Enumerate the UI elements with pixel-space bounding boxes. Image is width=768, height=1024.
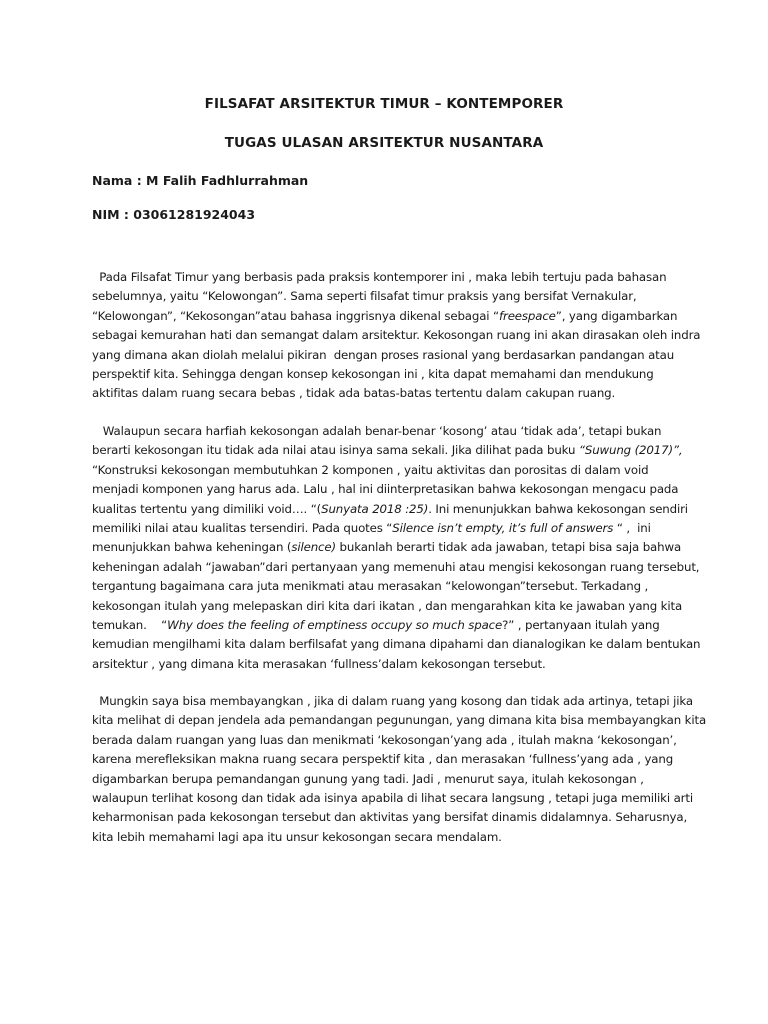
text-run: walaupun terlihat kosong dan tidak ada isinya apabila di lihat secara langsung , tetapi juga memiliki arti <box>92 791 693 806</box>
text-run: perspektif kita. Sehingga dengan konsep kekosongan ini , kita dapat memahami dan mendukung <box>92 367 654 382</box>
paragraph-2 <box>92 422 701 674</box>
italic-text: freespace <box>498 308 556 323</box>
text-line <box>92 635 701 654</box>
text-line <box>92 711 707 730</box>
text-line <box>92 577 692 596</box>
text-run: berada dalam ruangan yang luas dan menikmati ‘kekosongan’yang ada , itulah makna ‘kekosongan’, <box>92 732 677 747</box>
text-run: ”, yang digambarkan <box>555 308 678 323</box>
text-line <box>92 558 700 577</box>
text-line <box>92 480 692 499</box>
text-run: berarti kekosongan itu tidak ada nilai atau isinya sama sekali. Jika dilihat pada buku <box>92 443 579 458</box>
text-run: digambarkan berupa pemandangan gunung yang tadi. Jadi , menurut saya, itulah kekosongan , <box>92 771 644 786</box>
text-run: Walaupun secara harfiah kekosongan adalah benar-benar ‘kosong’ atau ‘tidak ada’, tetapi bukan <box>92 424 662 438</box>
text-line <box>92 346 692 365</box>
text-run: kita melihat di depan jendela ada pemandangan pegunungan, yang dimana kita bisa membayangkan kita <box>92 713 707 728</box>
text-run: keharmonisan pada kekosongan tersebut dan aktivitas yang bersifat dinamis didalamnya. Seharusnya, <box>92 810 688 825</box>
text-line <box>92 384 692 403</box>
author-name: Nama : M Falih Fadhlurrahman <box>92 173 309 188</box>
text-run: arsitektur , yang dimana kita merasakan ‘fullness’dalam kekosongan tersebut. <box>92 656 546 671</box>
student-id: NIM : 03061281924043 <box>92 207 256 222</box>
text-run: sebelumnya, yaitu “Kelowongan”. Sama seperti filsafat timur praksis yang bersifat Vernakular, <box>92 289 637 304</box>
text-line <box>92 616 692 635</box>
text-run: aktifitas dalam ruang secara bebas , tidak ada batas-batas tertentu dalam cakupan ruang. <box>92 386 616 401</box>
text-run: menunjukkan bahwa keheningan ( <box>92 540 292 555</box>
text-line <box>92 770 692 789</box>
text-run: “ , ini <box>613 521 651 536</box>
text-run: Pada Filsafat Timur yang berbasis pada praksis kontemporer ini , maka lebih tertuju pada bahasan <box>92 270 667 284</box>
italic-text: Sunyata 2018 :25) <box>321 501 429 516</box>
text-line <box>92 731 692 750</box>
italic-text: silence) <box>291 540 336 555</box>
text-run: memiliki nilai atau kualitas tersendiri. Pada quotes “ <box>92 521 393 536</box>
document-title: FILSAFAT ARSITEKTUR TIMUR – KONTEMPORER <box>204 96 564 112</box>
text-line <box>92 519 692 538</box>
text-run: “Konstruksi kekosongan membutuhkan 2 komponen , yaitu aktivitas dan porositas di dalam void <box>92 462 649 477</box>
text-line <box>92 422 692 441</box>
text-run: keheningan adalah “jawaban”dari pertanyaan yang memenuhi atau mengisi kekosongan ruang tersebut, <box>92 559 700 574</box>
text-run: tergantung bagaimana cara juta menikmati atau merasakan “kelowongan”tersebut. Terkadang , <box>92 579 649 594</box>
paragraph-1 <box>92 268 701 404</box>
text-run: bukanlah berarti tidak ada jawaban, tetapi bisa saja bahwa <box>335 540 682 555</box>
text-run: karena merefleksikan makna ruang secara perspektif kita , dan merasakan ‘fullness’yang ada , yang <box>92 752 674 767</box>
text-run: sebagai kemurahan hati dan semangat dalam arsitektur. Kekosongan ruang ini akan dirasakan oleh indra <box>92 328 701 343</box>
text-run: temukan. “ <box>92 618 168 633</box>
text-line <box>92 828 692 847</box>
text-run: Mungkin saya bisa membayangkan , jika di dalam ruang yang kosong dan tidak ada artinya, tetapi jika <box>92 694 693 708</box>
text-line <box>92 655 692 674</box>
text-run: kemudian mengilhami kita dalam berfilsafat yang dimana dipahami dan dianalogikan ke dalam bentukan <box>92 637 701 652</box>
text-line <box>92 750 692 769</box>
text-line <box>92 789 692 808</box>
document-subtitle: TUGAS ULASAN ARSITEKTUR NUSANTARA <box>224 135 544 151</box>
text-line <box>92 326 701 345</box>
text-run: ?” , pertanyaan itulah yang <box>502 618 660 633</box>
text-line <box>92 287 692 306</box>
text-line <box>92 365 692 384</box>
italic-text: “Suwung (2017)”, <box>578 443 683 458</box>
text-run: . Ini menunjukkan bahwa kekosongan sendiri <box>428 501 688 516</box>
text-line <box>92 597 692 616</box>
text-line <box>92 692 692 711</box>
italic-text: Silence isn’t empty, it’s full of answers <box>392 521 614 536</box>
text-line <box>92 268 692 287</box>
text-line <box>92 307 692 326</box>
text-run: kualitas tertentu yang dimiliki void…. “( <box>92 501 322 516</box>
text-line <box>92 461 692 480</box>
italic-text: Why does the feeling of emptiness occupy so much space <box>167 618 503 633</box>
text-run: menjadi komponen yang harus ada. Lalu , hal ini diinterpretasikan bahwa kekosongan mengacu pada <box>92 482 679 497</box>
text-line <box>92 808 692 827</box>
text-run: yang dimana akan diolah melalui pikiran dengan proses rasional yang berdasarkan pandangan atau <box>92 347 675 362</box>
paragraph-3 <box>92 692 707 847</box>
text-line <box>92 500 692 519</box>
text-line <box>92 441 692 460</box>
text-line <box>92 538 692 557</box>
text-run: kita lebih memahami lagi apa itu unsur kekosongan secara mendalam. <box>92 829 502 844</box>
text-run: kekosongan itulah yang melepaskan diri kita dari ikatan , dan mengarahkan kita ke jawaban yang kita <box>92 598 683 613</box>
text-run: “Kelowongan”, “Kekosongan”atau bahasa inggrisnya dikenal sebagai “ <box>92 308 499 323</box>
